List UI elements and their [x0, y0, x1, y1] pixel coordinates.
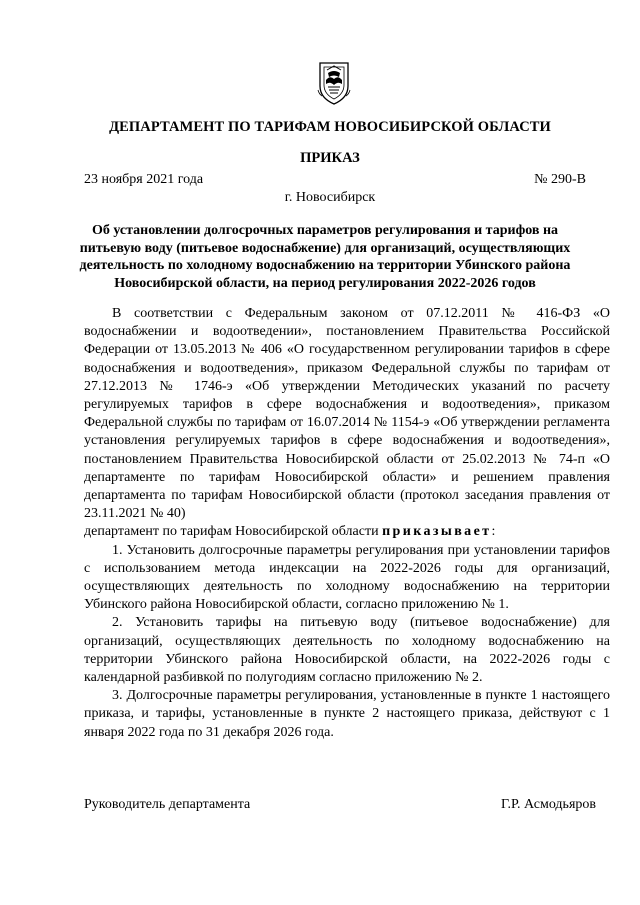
signature-name: Г.Р. Асмодьяров	[500, 797, 596, 812]
department-title: ДЕПАРТАМЕНТ ПО ТАРИФАМ НОВОСИБИРСКОЙ ОБЛАСТИ	[109, 119, 551, 135]
order-item-3: 3. Долгосрочные параметры регулирования, установленные в пункте 1 настоящего приказа, и тарифы, установленные в пункте 2 настоящего приказа, действуют с 1 января 2022 года по 31 декабря 2026 года.	[84, 688, 610, 740]
order-item-1: 1. Установить долгосрочные параметры регулирования при установлении тарифов с использованием метода индексации на 2022-2026 годы для организаций, осуществляющих деятельность по холодному водоснабжению на территории Убинского района Новосибирской области, согласно приложению № 1.	[84, 542, 610, 613]
decree-colon: :	[491, 524, 496, 540]
decree-line	[84, 523, 610, 541]
decree-word: приказывает	[382, 524, 492, 540]
order-title: ПРИКАЗ	[300, 150, 360, 166]
order-subject: Об установлении долгосрочных параметров регулирования и тарифов на питьевую воду (питьевое водоснабжение) для организаций, осуществляющих деятельность по холодному водоснабжению на территории Убинского района Новосибирской области, на период регулирования 2022-2026 годов	[79, 223, 571, 291]
order-date: 23 ноября 2021 года	[84, 172, 204, 187]
preamble-paragraph: В соответствии с Федеральным законом от 07.12.2011 № 416-ФЗ «О водоснабжении и водоотведении», постановлением Правительства Российской Федерации от 13.05.2013 № 406 «О государственном регулировании тарифов в сфере водоснабжения и водоотведения», приказом Федеральной службы по тарифам от 27.12.2013 № 1746-э «Об утверждении Методических указаний по расчету регулируемых тарифов в сфере водоснабжения и водоотведения», приказом Федеральной службы по тарифам от 16.07.2014 № 1154-э «Об утверждении регламента установления регулируемых тарифов в сфере водоснабжения и водоотведения», постановлением Правительства Новосибирской области от 25.02.2013 № 74-п «О департаменте по тарифам Новосибирской области» и решением правления департамента по тарифам Новосибирской области (протокол заседания правления от 23.11.2021 № 40)	[84, 306, 610, 522]
novosibirsk-coat-of-arms-icon	[316, 60, 352, 106]
signature-position: Руководитель департамента	[84, 797, 251, 812]
decree-lead: департамент по тарифам Новосибирской области	[84, 524, 383, 540]
order-item-2: 2. Установить тарифы на питьевую воду (питьевое водоснабжение) для организаций, осуществляющих деятельность по холодному водоснабжению на территории Убинского района Новосибирской области, на 2022-2026 годы с календарной разбивкой по полугодиям согласно приложению № 2.	[84, 615, 610, 686]
order-city: г. Новосибирск	[284, 190, 376, 205]
order-body	[84, 305, 610, 742]
order-number: № 290-В	[534, 172, 586, 187]
